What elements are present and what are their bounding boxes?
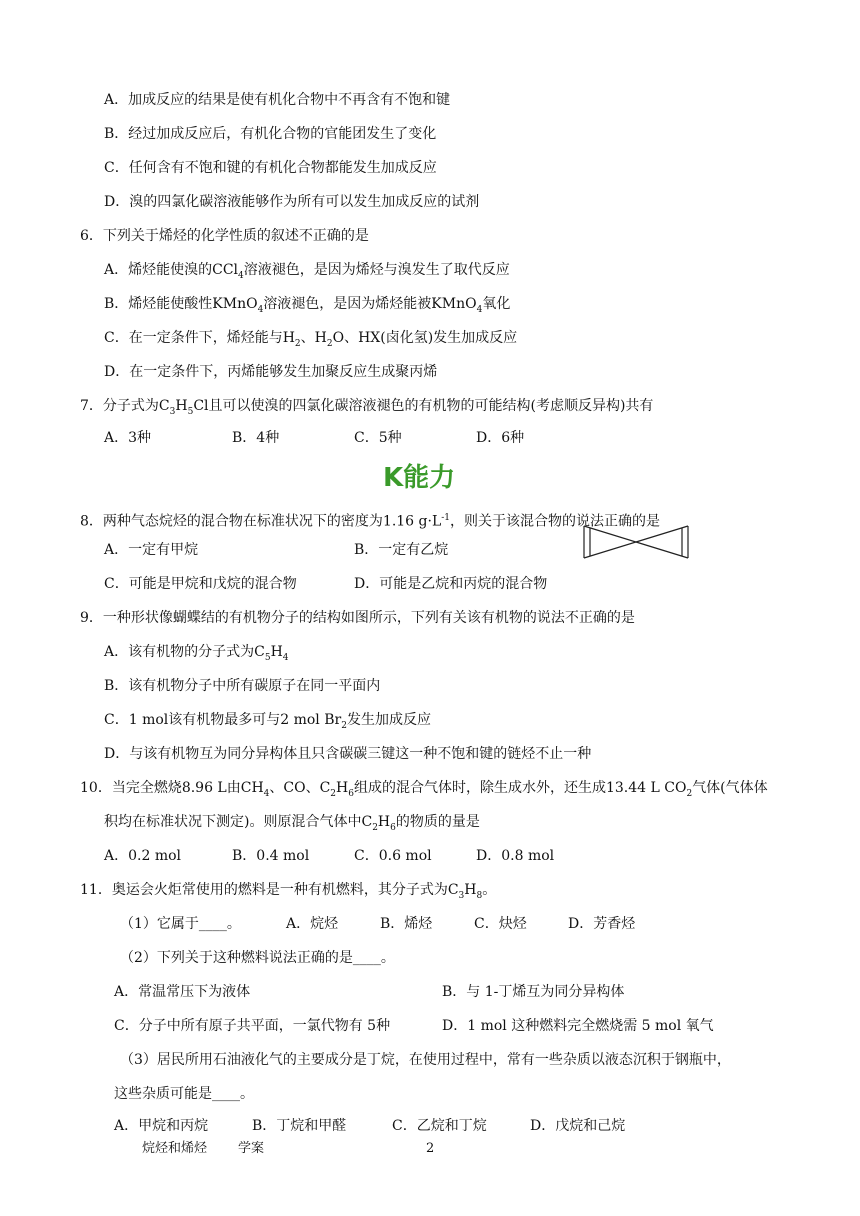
footer-page-number: 2 (426, 1141, 435, 1156)
q11-part1-option-d: D．芳香烃 (568, 916, 636, 932)
q11-part3-option-a: A．甲烷和丙烷 (114, 1118, 209, 1134)
k-nengli-logo (381, 460, 473, 494)
q11-part3-option-d: D．戊烷和己烷 (530, 1118, 626, 1134)
q11-part2-option-b: B．与 1-丁烯互为同分异构体 (442, 984, 625, 1000)
q11-part3: （3）居民所用石油液化气的主要成分是丁烷，在使用过程中，常有一些杂质以液态沉积于钢瓶中， (120, 1052, 731, 1068)
q11-part2: （2）下列关于这种燃料说法正确的是____。 (120, 950, 395, 966)
q9-option-b: B．该有机物分子中所有碳原子在同一平面内 (104, 678, 381, 694)
q5-option-d: D．溴的四氯化碳溶液能够作为所有可以发生加成反应的试剂 (104, 194, 480, 210)
q9-option-d: D．与该有机物互为同分异构体且只含碳碳三键这一种不饱和键的链烃不止一种 (104, 746, 592, 762)
q11-part1: （1）它属于____。 (120, 916, 241, 932)
q9-option-a: A．该有机物的分子式为$C_5H_4$ (104, 644, 289, 663)
q8-option-b: B．一定有乙烷 (354, 542, 449, 558)
q6-option-b: B．烯烃能使酸性KMnO$_4$溶液褪色，是因为烯烃能被KMnO$_4$氧化 (104, 296, 511, 315)
q11-part2-option-c: C．分子中所有原子共平面，一氯代物有 5种 (114, 1018, 391, 1034)
q11-part2-option-a: A．常温常压下为液体 (114, 984, 251, 1000)
q11-part1-option-c: C．炔烃 (474, 916, 527, 932)
q5-option-a: A．加成反应的结果是使有机化合物中不再含有不饱和键 (104, 92, 451, 108)
q10-option-d: D．0.8 mol (476, 848, 555, 864)
q5-option-c: C．任何含有不饱和键的有机化合物都能发生加成反应 (104, 160, 437, 176)
footer-type: 学案 (238, 1141, 265, 1156)
q10-option-b: B．0.4 mol (232, 848, 310, 864)
q8-option-d: D．可能是乙烷和丙烷的混合物 (354, 576, 548, 592)
q8-stem: 8．两种气态烷烃的混合物在标准状况下的密度为1.16 $g\cdot L^{-1}$，则关于该混合物的说法正确的是 (80, 513, 661, 530)
footer-title: 烷烃和烯烃 (142, 1141, 208, 1156)
q10-stem: 10．当完全燃烧8.96 L由$CH_4$、CO、$C_2H_6$组成的混合气体时，除生成水外，还生成13.44 L $CO_2$气体(气体体 (80, 780, 768, 799)
q10-option-c: C．0.6 mol (354, 848, 432, 864)
q7-stem: 7．分子式为$C_3H_5Cl$且可以使溴的四氯化碳溶液褪色的有机物的可能结构(考虑顺反异构)共有 (80, 398, 654, 417)
q6-stem: 6．下列关于烯烃的化学性质的叙述不正确的是 (80, 228, 369, 244)
q11-part3-line2: 这些杂质可能是____。 (114, 1086, 254, 1102)
q9-option-c: C．1 mol该有机物最多可与2 mol $Br_2$发生加成反应 (104, 712, 431, 731)
q10-option-a: A．0.2 mol (104, 848, 182, 864)
q8-option-c: C．可能是甲烷和戊烷的混合物 (104, 576, 297, 592)
q6-option-c: C．在一定条件下，烯烃能与$H_2$、$H_2O$、HX(卤化氢)发生加成反应 (104, 330, 518, 349)
q7-option-d: D．6种 (476, 430, 525, 446)
q8-option-a: A．一定有甲烷 (104, 542, 199, 558)
q7-option-c: C．5种 (354, 430, 402, 446)
q11-part2-option-d: D．1 mol 这种燃料完全燃烧需 5 mol 氧气 (442, 1018, 714, 1034)
q11-stem: 11．奥运会火炬常使用的燃料是一种有机燃料，其分子式为$C_3H_8$。 (80, 882, 497, 901)
svg-text:K能力: K能力 (383, 463, 456, 493)
q6-option-a: A．烯烃能使溴的CCl$_4$溶液褪色，是因为烯烃与溴发生了取代反应 (104, 262, 510, 281)
q11-part1-option-a: A．烷烃 (286, 916, 339, 932)
q9-stem: 9．一种形状像蝴蝶结的有机物分子的结构如图所示，下列有关该有机物的说法不正确的是 (80, 610, 635, 626)
q11-part1-option-b: B．烯烃 (380, 916, 433, 932)
q10-stem-line2: 积均在标准状况下测定)。则原混合气体中$C_2H_6$的物质的量是 (104, 814, 480, 833)
q7-option-a: A．3种 (104, 430, 152, 446)
bowtie-molecule-figure (580, 524, 692, 560)
q6-option-d: D．在一定条件下，丙烯能够发生加聚反应生成聚丙烯 (104, 364, 438, 380)
q7-option-b: B．4种 (232, 430, 280, 446)
q11-part3-option-c: C．乙烷和丁烷 (392, 1118, 487, 1134)
q11-part3-option-b: B．丁烷和甲醛 (252, 1118, 347, 1134)
q5-option-b: B．经过加成反应后，有机化合物的官能团发生了变化 (104, 126, 437, 142)
